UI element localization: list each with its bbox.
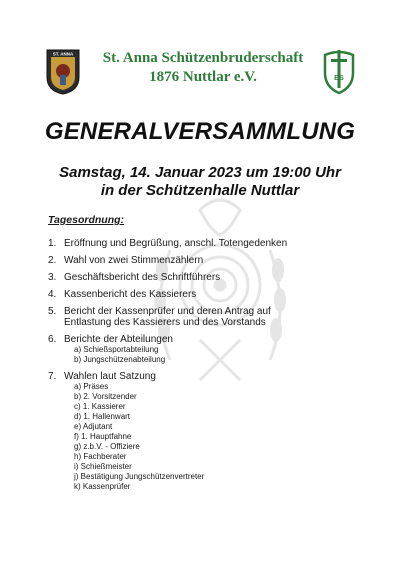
emblem-left-text: ST. ANNA: [52, 51, 74, 57]
event-date-line2: in der Schützenhalle Nuttlar: [100, 182, 300, 199]
agenda-item-text: Bericht der Kassenprüfer und deren Antrag auf: [64, 306, 271, 317]
club-name-line2: 1876 Nuttlar e.V.: [149, 69, 257, 85]
document-title: GENERALVERSAMMLUNG: [44, 118, 356, 145]
agenda-subitem: j) Bestätigung Jungschützenvertreter: [74, 472, 205, 481]
letterhead: [44, 47, 356, 97]
agenda-subitem: k) Kassenprüfer: [74, 482, 131, 491]
agenda-item-text: Kassenbericht des Kassierers: [64, 289, 197, 300]
event-date: [0, 164, 400, 200]
bds-shield-emblem-icon: [322, 47, 356, 95]
agenda-subitem: a) Präses: [74, 382, 109, 391]
agenda-item-text: Eröffnung und Begrüßung, anschl. Totengedenken: [64, 238, 288, 249]
agenda-subitem: f) 1. Hauptfahne: [74, 432, 132, 441]
agenda-subitem: d) 1. Hallenwart: [74, 412, 131, 421]
agenda: [48, 214, 368, 498]
agenda-subitem: h) Fachberater: [74, 452, 127, 461]
agenda-item-number: 3.: [48, 272, 57, 283]
agenda-item-number: 4.: [48, 289, 57, 300]
agenda-item: [48, 289, 368, 300]
agenda-subitem: c) 1. Kassierer: [74, 402, 126, 411]
agenda-item-text: Wahlen laut Satzung: [64, 371, 156, 382]
agenda-subitem: i) Schießmeister: [74, 462, 132, 471]
club-name: [88, 49, 318, 87]
agenda-item: [48, 255, 368, 266]
agenda-subitems: [64, 382, 368, 492]
emblem-right-text: BS: [334, 75, 344, 82]
agenda-subitems: [64, 345, 368, 365]
agenda-item-number: 6.: [48, 334, 57, 345]
agenda-subitem: g) z.b.V. - Offiziere: [74, 442, 140, 451]
agenda-item: [48, 334, 368, 365]
agenda-item-number: 5.: [48, 306, 57, 317]
agenda-subitem: b) Jungschützenabteilung: [74, 355, 166, 364]
club-name-line1: St. Anna Schützenbruderschaft: [102, 50, 304, 66]
agenda-item-number: 7.: [48, 371, 57, 382]
shooting-club-emblem-icon: [44, 47, 82, 95]
agenda-item-text-cont: Entlastung des Kassierers und des Vorstands: [64, 317, 266, 328]
agenda-item: [48, 238, 368, 249]
agenda-heading: Tagesordnung:: [48, 214, 125, 226]
agenda-subitem: e) Adjutant: [74, 422, 113, 431]
agenda-item-text: Berichte der Abteilungen: [64, 334, 173, 345]
agenda-item: [48, 371, 368, 492]
agenda-item: [48, 272, 368, 283]
agenda-subitem: a) Schießsportabteilung: [74, 345, 159, 354]
agenda-subitem: b) 2. Vorsitzender: [74, 392, 137, 401]
agenda-item-number: 1.: [48, 238, 57, 249]
agenda-item-text: Wahl von zwei Stimmenzählern: [64, 255, 204, 266]
agenda-item-number: 2.: [48, 255, 57, 266]
agenda-item: [48, 306, 368, 328]
event-date-line1: Samstag, 14. Januar 2023 um 19:00 Uhr: [59, 164, 341, 181]
agenda-item-text: Geschäftsbericht des Schriftführers: [64, 272, 221, 283]
